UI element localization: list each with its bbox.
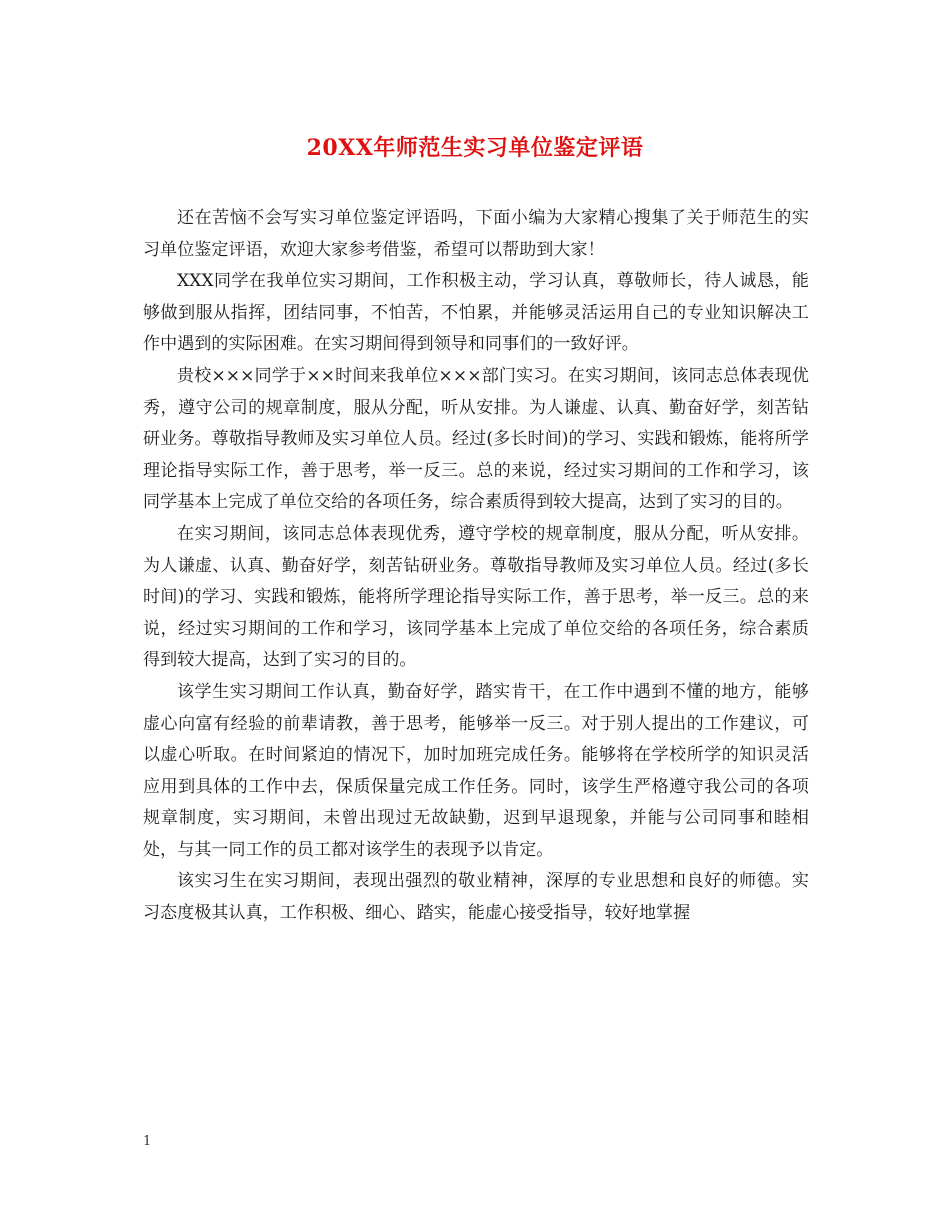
paragraph-evaluation-1: XXX同学在我单位实习期间，工作积极主动，学习认真，尊敬师长，待人诚恳，能够做到服从指挥，团结同事，不怕苦，不怕累，并能够灵活运用自己的专业知识解决工作中遇到的实际困难。在实习期间得到领导和同事们的一致好评。 — [143, 271, 809, 355]
paragraph-evaluation-4: 该学生实习期间工作认真，勤奋好学，踏实肯干，在工作中遇到不懂的地方，能够虚心向富有经验的前辈请教，善于思考，能够举一反三。对于别人提出的工作建议，可以虚心听取。在时间紧迫的情况下，加时加班完成任务。能够将在学校所学的知识灵活应用到具体的工作中去，保质保量完成工作任务。同时，该学生严格遵守我公司的各项规章制度，实习期间，未曾出现过无故缺勤，迟到早退现象，并能与公司同事和睦相处，与其一同工作的员工都对该学生的表现予以肯定。 — [143, 681, 809, 860]
paragraph-evaluation-2: 贵校×××同学于××时间来我单位×××部门实习。在实习期间，该同志总体表现优秀，遵守公司的规章制度，服从分配，听从安排。为人谦虚、认真、勤奋好学，刻苦钻研业务。尊敬指导教师及实习单位人员。经过(多长时间)的学习、实践和锻炼，能将所学理论指导实际工作，善于思考，举一反三。总的来说，经过实习期间的工作和学习，该同学基本上完成了单位交给的各项任务，综合素质得到较大提高，达到了实习的目的。 — [143, 365, 809, 513]
document-body — [143, 203, 809, 930]
paragraph-evaluation-5: 该实习生在实习期间，表现出强烈的敬业精神，深厚的专业思想和良好的师德。实习态度极其认真，工作积极、细心、踏实，能虚心接受指导，较好地掌握 — [143, 871, 809, 924]
document-title: 20XX年师范生实习单位鉴定评语 — [306, 135, 644, 161]
page-number: 1 — [143, 1134, 152, 1149]
paragraph-intro: 还在苦恼不会写实习单位鉴定评语吗，下面小编为大家精心搜集了关于师范生的实习单位鉴定评语，欢迎大家参考借鉴，希望可以帮助到大家！ — [143, 208, 809, 260]
paragraph-evaluation-3: 在实习期间，该同志总体表现优秀，遵守学校的规章制度，服从分配，听从安排。为人谦虚、认真、勤奋好学，刻苦钻研业务。尊敬指导教师及实习单位人员。经过(多长时间)的学习、实践和锻炼，能将所学理论指导实际工作，善于思考，举一反三。总的来说，经过实习期间的工作和学习，该同学基本上完成了单位交给的各项任务，综合素质得到较大提高，达到了实习的目的。 — [143, 523, 809, 671]
